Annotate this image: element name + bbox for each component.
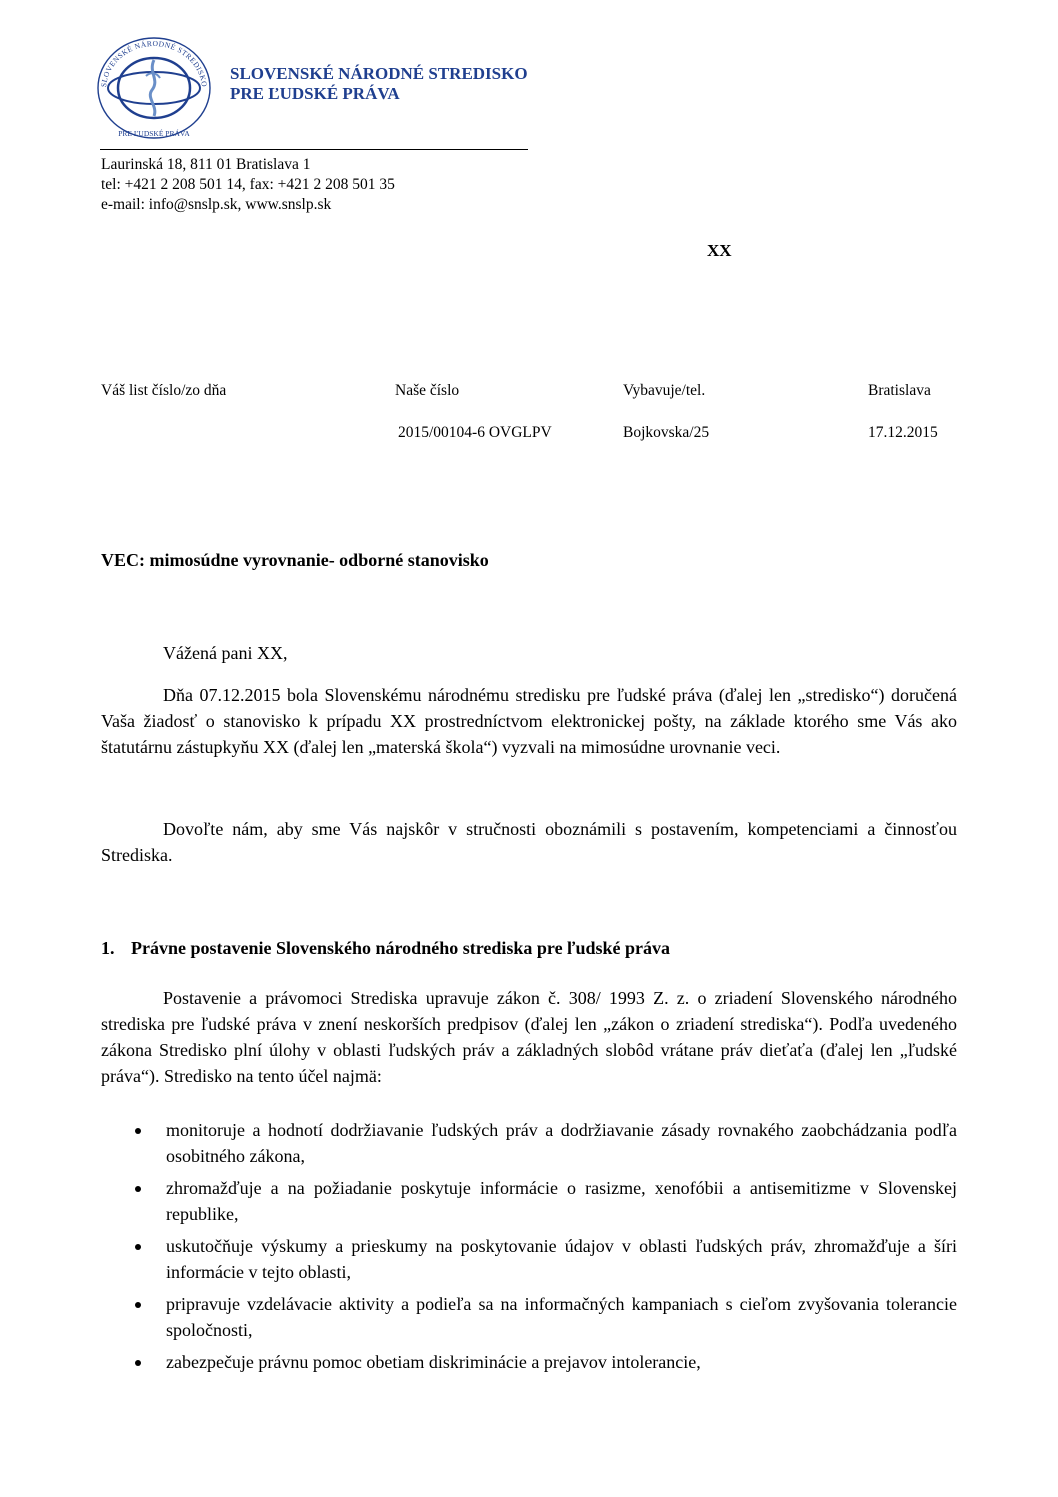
subject-line: VEC: mimosúdne vyrovnanie- odborné stanovisko xyxy=(101,550,489,570)
our-number-label: Naše číslo xyxy=(395,382,460,399)
bullet-list xyxy=(131,1117,957,1381)
paragraph-1: Dňa 07.12.2015 bola Slovenskému národnému stredisku pre ľudské práva (ďalej len „stredisko“) doručená Vaša žiadosť o stanovisko k prípadu XX prostredníctvom elektronickej pošty, na základe ktorého sme Vás ako štatutárnu zástupkyňu XX (ďalej len „materská škola“) vyzvali na mimosúdne urovnanie veci. xyxy=(101,685,957,757)
handled-by: Bojkovska/25 xyxy=(623,424,710,441)
list-item: uskutočňuje výskumy a prieskumy na poskytovanie údajov v oblasti ľudských práv, zhromažďuje a šíri informácie v tejto oblasti, xyxy=(131,1233,957,1285)
our-number: 2015/00104-6 OVGLPV xyxy=(398,424,552,441)
letter-date: 17.12.2015 xyxy=(868,424,938,441)
email-web: e-mail: info@snslp.sk, www.snslp.sk xyxy=(101,196,332,213)
logo-text-bottom: PRE ĽUDSKÉ PRÁVA xyxy=(118,129,190,138)
contact-block xyxy=(101,155,395,215)
logo-text-top: SLOVENSKÉ NÁRODNÉ STREDISKO xyxy=(99,38,209,88)
section-number: 1. xyxy=(101,938,115,958)
place-label: Bratislava xyxy=(868,382,931,399)
list-item: zhromažďuje a na požiadanie poskytuje informácie o rasizme, xenofóbii a antisemitizme v Slovenskej republike, xyxy=(131,1175,957,1227)
bullet-icon xyxy=(135,1360,141,1366)
list-item: monitoruje a hodnotí dodržiavanie ľudských práv a dodržiavanie zásady rovnakého zaobchádzania podľa osobitného zákona, xyxy=(131,1117,957,1169)
organization-name xyxy=(230,64,528,104)
list-item: pripravuje vzdelávacie aktivity a podieľa sa na informačných kampaniach s cieľom zvyšovania tolerancie spoločnosti, xyxy=(131,1291,957,1343)
recipient: XX xyxy=(707,241,732,260)
bullet-icon xyxy=(135,1302,141,1308)
list-item: zabezpečuje právnu pomoc obetiam diskriminácie a prejavov intolerancie, xyxy=(131,1349,957,1375)
greeting: Vážená pani XX, xyxy=(163,643,288,663)
paragraph-2: Dovoľte nám, aby sme Vás najskôr v stručnosti oboznámili s postavením, kompetenciami a činnosťou Strediska. xyxy=(101,819,957,865)
address: Laurinská 18, 811 01 Bratislava 1 xyxy=(101,156,311,173)
organization-logo xyxy=(90,32,218,142)
section-title: Právne postavenie Slovenského národného strediska pre ľudské práva xyxy=(131,938,671,958)
bullet-icon xyxy=(135,1128,141,1134)
handled-by-label: Vybavuje/tel. xyxy=(623,382,706,399)
your-letter-label: Váš list číslo/zo dňa xyxy=(101,382,227,399)
phone-fax: tel: +421 2 208 501 14, fax: +421 2 208 501 35 xyxy=(101,176,395,193)
organization-name-line1: SLOVENSKÉ NÁRODNÉ STREDISKO xyxy=(230,64,528,83)
bullet-icon xyxy=(135,1244,141,1250)
organization-name-line2: PRE ĽUDSKÉ PRÁVA xyxy=(230,84,400,103)
section-paragraph: Postavenie a právomoci Strediska upravuje zákon č. 308/ 1993 Z. z. o zriadení Slovenského národného strediska pre ľudské práva v znení neskorších predpisov (ďalej len „zákon o zriadení strediska“). Podľa uvedeného zákona Stredisko plní úlohy v oblasti ľudských práv a základných slobôd vrátane práv dieťaťa (ďalej len „ľudské práva“). Stredisko na tento účel najmä: xyxy=(101,988,957,1086)
header-divider xyxy=(100,149,528,150)
bullet-icon xyxy=(135,1186,141,1192)
section-heading xyxy=(101,938,670,959)
